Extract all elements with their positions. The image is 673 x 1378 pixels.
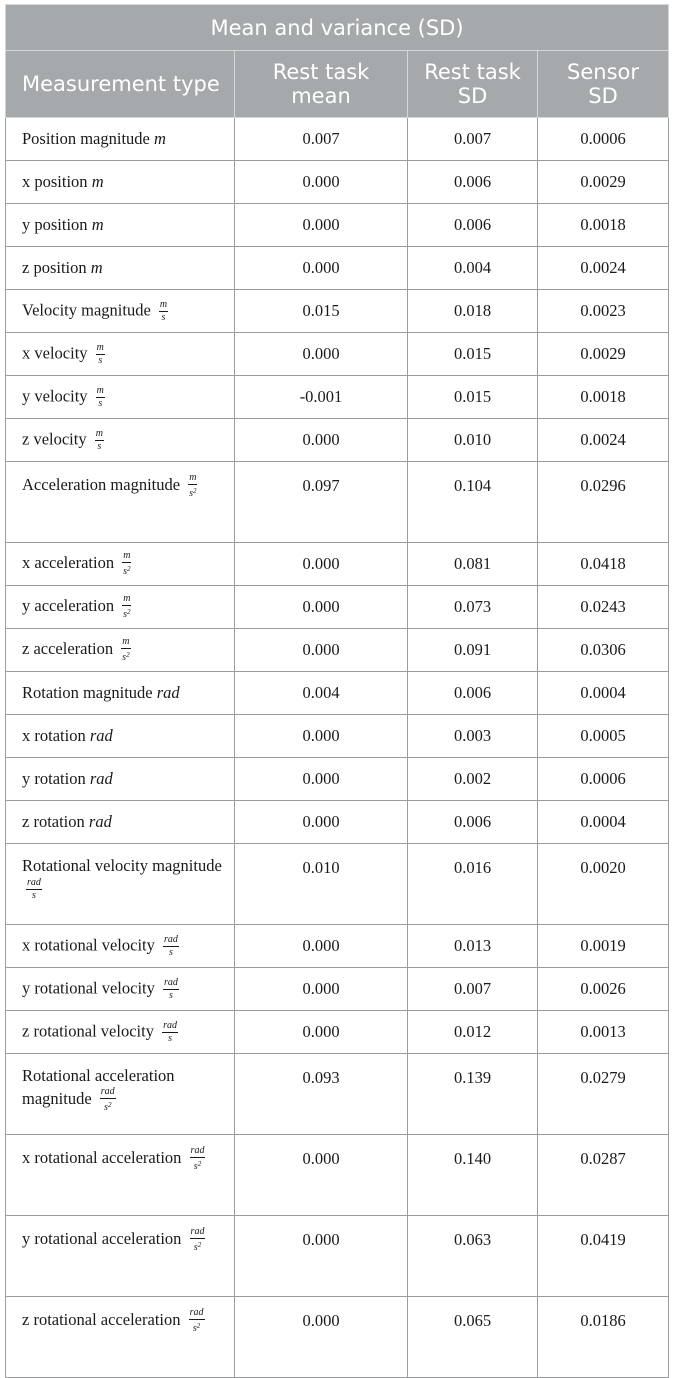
column-header-rest-task-sd: Rest task SD xyxy=(408,51,538,118)
measurement-label: x rotational velocity xyxy=(22,934,155,954)
rest-task-sd-cell: 0.007 xyxy=(408,118,538,161)
rest-task-sd-cell: 0.015 xyxy=(408,333,538,376)
unit-numerator: m xyxy=(123,593,131,604)
measurement-type-cell xyxy=(6,1054,235,1135)
rest-task-sd-cell: 0.006 xyxy=(408,204,538,247)
unit-exponent: 2 xyxy=(126,651,130,659)
table-row xyxy=(6,376,669,419)
measurement-type-cell xyxy=(6,419,235,462)
rest-task-mean-cell: 0.000 xyxy=(235,925,408,968)
rest-task-sd-cell: 0.012 xyxy=(408,1011,538,1054)
rest-task-sd-cell: 0.018 xyxy=(408,290,538,333)
unit-denominator-text: s xyxy=(168,1032,172,1044)
table-row xyxy=(6,333,669,376)
table-row xyxy=(6,1135,669,1216)
measurement-label: y velocity xyxy=(22,385,88,405)
rest-task-sd-cell: 0.091 xyxy=(408,629,538,672)
unit-fraction xyxy=(26,878,42,901)
table-row xyxy=(6,1011,669,1054)
rest-task-mean-cell: 0.004 xyxy=(235,672,408,715)
unit-fraction xyxy=(162,1021,178,1044)
unit-denominator xyxy=(189,1320,205,1334)
measurement-type-cell xyxy=(6,161,235,204)
unit-denominator-text: s xyxy=(32,889,36,901)
table-row xyxy=(6,1216,669,1297)
measurement-type-cell xyxy=(6,1011,235,1054)
rest-task-mean-cell: 0.007 xyxy=(235,118,408,161)
sensor-sd-cell: 0.0004 xyxy=(538,801,669,844)
measurement-type-cell xyxy=(6,118,235,161)
table-row xyxy=(6,290,669,333)
measurement-label: Rotational acceleration magnitude xyxy=(22,1066,175,1108)
table-row xyxy=(6,586,669,629)
rest-task-sd-cell: 0.006 xyxy=(408,672,538,715)
rest-task-sd-cell: 0.004 xyxy=(408,247,538,290)
rest-task-sd-cell: 0.065 xyxy=(408,1297,538,1378)
group-header-row xyxy=(6,5,669,51)
unit-fraction xyxy=(96,386,105,409)
rest-task-mean-cell: 0.000 xyxy=(235,247,408,290)
unit-fraction xyxy=(100,1087,116,1113)
unit-label: m xyxy=(91,172,104,191)
sensor-sd-cell: 0.0279 xyxy=(538,1054,669,1135)
unit-denominator-text: s xyxy=(193,1161,198,1172)
measurement-label: Position magnitude xyxy=(22,129,150,148)
measurement-label: x rotational acceleration xyxy=(22,1147,182,1167)
measurement-type-cell xyxy=(6,376,235,419)
rest-task-mean-cell: 0.000 xyxy=(235,161,408,204)
unit-denominator-text: s xyxy=(169,989,173,1001)
unit-label: rad xyxy=(156,683,180,702)
measurement-type-cell xyxy=(6,844,235,925)
rest-task-mean-cell: 0.000 xyxy=(235,629,408,672)
table-row xyxy=(6,925,669,968)
measurement-type-cell xyxy=(6,586,235,629)
unit-numerator: m xyxy=(159,298,168,310)
measurement-type-cell xyxy=(6,543,235,586)
unit-numerator: m xyxy=(96,384,104,396)
unit-fraction xyxy=(190,1227,206,1253)
unit-denominator-text: s xyxy=(193,1242,198,1253)
sensor-sd-cell: 0.0024 xyxy=(538,247,669,290)
unit-denominator-text: s xyxy=(98,354,103,366)
unit-denominator xyxy=(163,947,179,958)
unit-fraction xyxy=(190,1146,206,1172)
sensor-sd-cell: 0.0006 xyxy=(538,758,669,801)
measurement-label: y rotational acceleration xyxy=(22,1228,182,1248)
table-row xyxy=(6,844,669,925)
unit-fraction xyxy=(163,978,179,1001)
measurement-type-cell xyxy=(6,715,235,758)
rest-task-sd-cell: 0.081 xyxy=(408,543,538,586)
sensor-sd-cell: 0.0013 xyxy=(538,1011,669,1054)
rest-task-sd-cell: 0.006 xyxy=(408,161,538,204)
table-row xyxy=(6,462,669,543)
sensor-sd-cell: 0.0186 xyxy=(538,1297,669,1378)
measurement-label: x position xyxy=(22,172,88,191)
unit-denominator xyxy=(26,890,42,901)
sensor-sd-cell: 0.0296 xyxy=(538,462,669,543)
measurement-type-cell xyxy=(6,1297,235,1378)
rest-task-mean-cell: 0.000 xyxy=(235,586,408,629)
unit-denominator xyxy=(122,563,131,577)
sensor-sd-cell: 0.0026 xyxy=(538,968,669,1011)
table-row xyxy=(6,118,669,161)
unit-label: rad xyxy=(89,769,113,788)
measurement-label: Velocity magnitude xyxy=(22,299,151,319)
rest-task-mean-cell: 0.000 xyxy=(235,419,408,462)
unit-numerator: rad xyxy=(100,1086,115,1097)
rest-task-sd-cell: 0.010 xyxy=(408,419,538,462)
unit-fraction xyxy=(122,594,131,620)
column-header-rest-task-mean: Rest task mean xyxy=(235,51,408,118)
rest-task-mean-cell: 0.010 xyxy=(235,844,408,925)
sensor-sd-cell: 0.0024 xyxy=(538,419,669,462)
unit-numerator: m xyxy=(122,636,130,647)
unit-denominator-text: s xyxy=(98,397,103,409)
table-row xyxy=(6,204,669,247)
unit-numerator: rad xyxy=(164,976,178,988)
unit-fraction xyxy=(95,429,104,452)
measurement-type-cell xyxy=(6,462,235,543)
group-header: Mean and variance (SD) xyxy=(6,5,669,51)
unit-label: m xyxy=(154,129,166,148)
unit-denominator-text: s xyxy=(161,311,166,323)
unit-denominator-text: s xyxy=(189,488,193,499)
table-body xyxy=(6,118,669,1378)
rest-task-mean-cell: 0.093 xyxy=(235,1054,408,1135)
unit-denominator xyxy=(100,1099,116,1113)
unit-exponent: 2 xyxy=(197,1241,202,1249)
sensor-sd-cell: 0.0018 xyxy=(538,204,669,247)
measurement-label: z rotational acceleration xyxy=(22,1309,181,1329)
unit-denominator-text: s xyxy=(123,609,128,620)
unit-numerator: m xyxy=(123,550,131,561)
column-header-row xyxy=(6,51,669,118)
measurement-type-cell xyxy=(6,629,235,672)
rest-task-sd-cell: 0.007 xyxy=(408,968,538,1011)
unit-denominator-text: s xyxy=(192,1323,197,1334)
data-table xyxy=(5,4,669,1378)
table-row xyxy=(6,629,669,672)
table-row xyxy=(6,758,669,801)
measurement-label: Rotation magnitude xyxy=(22,683,153,702)
unit-numerator: rad xyxy=(190,1145,205,1156)
unit-label: m xyxy=(90,258,103,277)
rest-task-sd-cell: 0.063 xyxy=(408,1216,538,1297)
measurement-type-cell xyxy=(6,1216,235,1297)
rest-task-mean-cell: 0.015 xyxy=(235,290,408,333)
unit-label: m xyxy=(91,215,104,234)
table-row xyxy=(6,419,669,462)
unit-denominator xyxy=(163,990,179,1001)
measurement-label: z acceleration xyxy=(22,638,114,658)
sensor-sd-cell: 0.0020 xyxy=(538,844,669,925)
sensor-sd-cell: 0.0023 xyxy=(538,290,669,333)
sensor-sd-cell: 0.0418 xyxy=(538,543,669,586)
unit-denominator-text: s xyxy=(104,1102,108,1113)
column-header-measurement-type: Measurement type xyxy=(6,51,235,118)
unit-fraction xyxy=(189,1308,205,1334)
sensor-sd-cell: 0.0005 xyxy=(538,715,669,758)
rest-task-sd-cell: 0.006 xyxy=(408,801,538,844)
measurement-label: y acceleration xyxy=(22,595,115,615)
rest-task-mean-cell: 0.097 xyxy=(235,462,408,543)
table-row xyxy=(6,801,669,844)
unit-fraction xyxy=(159,300,168,323)
column-header-sensor-sd: Sensor SD xyxy=(538,51,669,118)
unit-numerator: rad xyxy=(27,876,41,888)
measurement-type-cell xyxy=(6,672,235,715)
measurement-label: z rotation xyxy=(22,812,85,831)
measurement-label: z position xyxy=(22,258,87,277)
sensor-sd-cell: 0.0019 xyxy=(538,925,669,968)
rest-task-mean-cell: 0.000 xyxy=(235,1135,408,1216)
rest-task-sd-cell: 0.073 xyxy=(408,586,538,629)
unit-fraction xyxy=(163,935,179,958)
measurement-type-cell xyxy=(6,290,235,333)
rest-task-mean-cell: 0.000 xyxy=(235,1297,408,1378)
measurement-type-cell xyxy=(6,333,235,376)
rest-task-mean-cell: 0.000 xyxy=(235,801,408,844)
measurement-type-cell xyxy=(6,204,235,247)
measurement-type-cell xyxy=(6,801,235,844)
unit-numerator: rad xyxy=(163,1019,177,1031)
measurement-type-cell xyxy=(6,247,235,290)
unit-fraction xyxy=(122,551,131,577)
unit-label: rad xyxy=(89,726,113,745)
unit-numerator: m xyxy=(189,472,197,483)
unit-denominator xyxy=(159,312,168,323)
unit-denominator xyxy=(188,485,197,499)
rest-task-mean-cell: -0.001 xyxy=(235,376,408,419)
unit-denominator-text: s xyxy=(122,652,127,663)
unit-denominator xyxy=(190,1239,206,1253)
rest-task-sd-cell: 0.016 xyxy=(408,844,538,925)
unit-fraction xyxy=(96,343,105,366)
rest-task-sd-cell: 0.015 xyxy=(408,376,538,419)
unit-numerator: rad xyxy=(164,933,178,945)
table-row xyxy=(6,968,669,1011)
rest-task-sd-cell: 0.013 xyxy=(408,925,538,968)
table-row xyxy=(6,672,669,715)
sensor-sd-cell: 0.0006 xyxy=(538,118,669,161)
rest-task-sd-cell: 0.140 xyxy=(408,1135,538,1216)
rest-task-mean-cell: 0.000 xyxy=(235,1216,408,1297)
unit-denominator xyxy=(95,441,104,452)
table-row xyxy=(6,1054,669,1135)
rest-task-sd-cell: 0.104 xyxy=(408,462,538,543)
unit-numerator: m xyxy=(95,427,103,439)
rest-task-mean-cell: 0.000 xyxy=(235,333,408,376)
unit-exponent: 2 xyxy=(193,487,197,495)
unit-numerator: rad xyxy=(190,1226,205,1237)
measurement-label: z rotational velocity xyxy=(22,1020,154,1040)
unit-denominator-text: s xyxy=(169,946,173,958)
unit-exponent: 2 xyxy=(127,608,131,616)
sensor-sd-cell: 0.0029 xyxy=(538,161,669,204)
unit-denominator xyxy=(96,398,105,409)
rest-task-mean-cell: 0.000 xyxy=(235,1011,408,1054)
unit-denominator xyxy=(122,606,131,620)
measurement-label: y position xyxy=(22,215,88,234)
sensor-sd-cell: 0.0004 xyxy=(538,672,669,715)
unit-fraction xyxy=(188,473,197,499)
unit-denominator xyxy=(96,355,105,366)
rest-task-sd-cell: 0.139 xyxy=(408,1054,538,1135)
sensor-sd-cell: 0.0243 xyxy=(538,586,669,629)
measurement-label: y rotation xyxy=(22,769,86,788)
measurement-label: Acceleration magnitude xyxy=(22,474,181,494)
measurement-type-cell xyxy=(6,968,235,1011)
table-row xyxy=(6,715,669,758)
measurement-label: Rotational velocity magnitude xyxy=(22,856,222,875)
rest-task-mean-cell: 0.000 xyxy=(235,715,408,758)
rest-task-mean-cell: 0.000 xyxy=(235,204,408,247)
measurement-label: x velocity xyxy=(22,342,88,362)
unit-numerator: rad xyxy=(189,1307,204,1318)
table-row xyxy=(6,247,669,290)
unit-exponent: 2 xyxy=(107,1101,112,1109)
rest-task-sd-cell: 0.002 xyxy=(408,758,538,801)
rest-task-mean-cell: 0.000 xyxy=(235,968,408,1011)
unit-denominator-text: s xyxy=(123,566,128,577)
measurement-label: x rotation xyxy=(22,726,86,745)
unit-denominator-text: s xyxy=(97,440,102,452)
measurement-label: x acceleration xyxy=(22,552,115,572)
unit-denominator xyxy=(162,1033,178,1044)
table-row xyxy=(6,161,669,204)
measurement-type-cell xyxy=(6,925,235,968)
unit-numerator: m xyxy=(96,341,104,353)
unit-exponent: 2 xyxy=(197,1160,202,1168)
sensor-sd-cell: 0.0419 xyxy=(538,1216,669,1297)
measurement-label: z velocity xyxy=(22,428,87,448)
unit-label: rad xyxy=(88,812,112,831)
sensor-sd-cell: 0.0018 xyxy=(538,376,669,419)
sensor-sd-cell: 0.0029 xyxy=(538,333,669,376)
rest-task-mean-cell: 0.000 xyxy=(235,543,408,586)
rest-task-mean-cell: 0.000 xyxy=(235,758,408,801)
table-row xyxy=(6,1297,669,1378)
unit-exponent: 2 xyxy=(127,565,131,573)
unit-exponent: 2 xyxy=(196,1322,201,1330)
unit-fraction xyxy=(121,637,130,663)
table-row xyxy=(6,543,669,586)
measurement-type-cell xyxy=(6,1135,235,1216)
unit-denominator xyxy=(121,649,130,663)
sensor-sd-cell: 0.0287 xyxy=(538,1135,669,1216)
rest-task-sd-cell: 0.003 xyxy=(408,715,538,758)
unit-denominator xyxy=(190,1158,206,1172)
measurement-label: y rotational velocity xyxy=(22,977,155,997)
sensor-sd-cell: 0.0306 xyxy=(538,629,669,672)
measurement-type-cell xyxy=(6,758,235,801)
